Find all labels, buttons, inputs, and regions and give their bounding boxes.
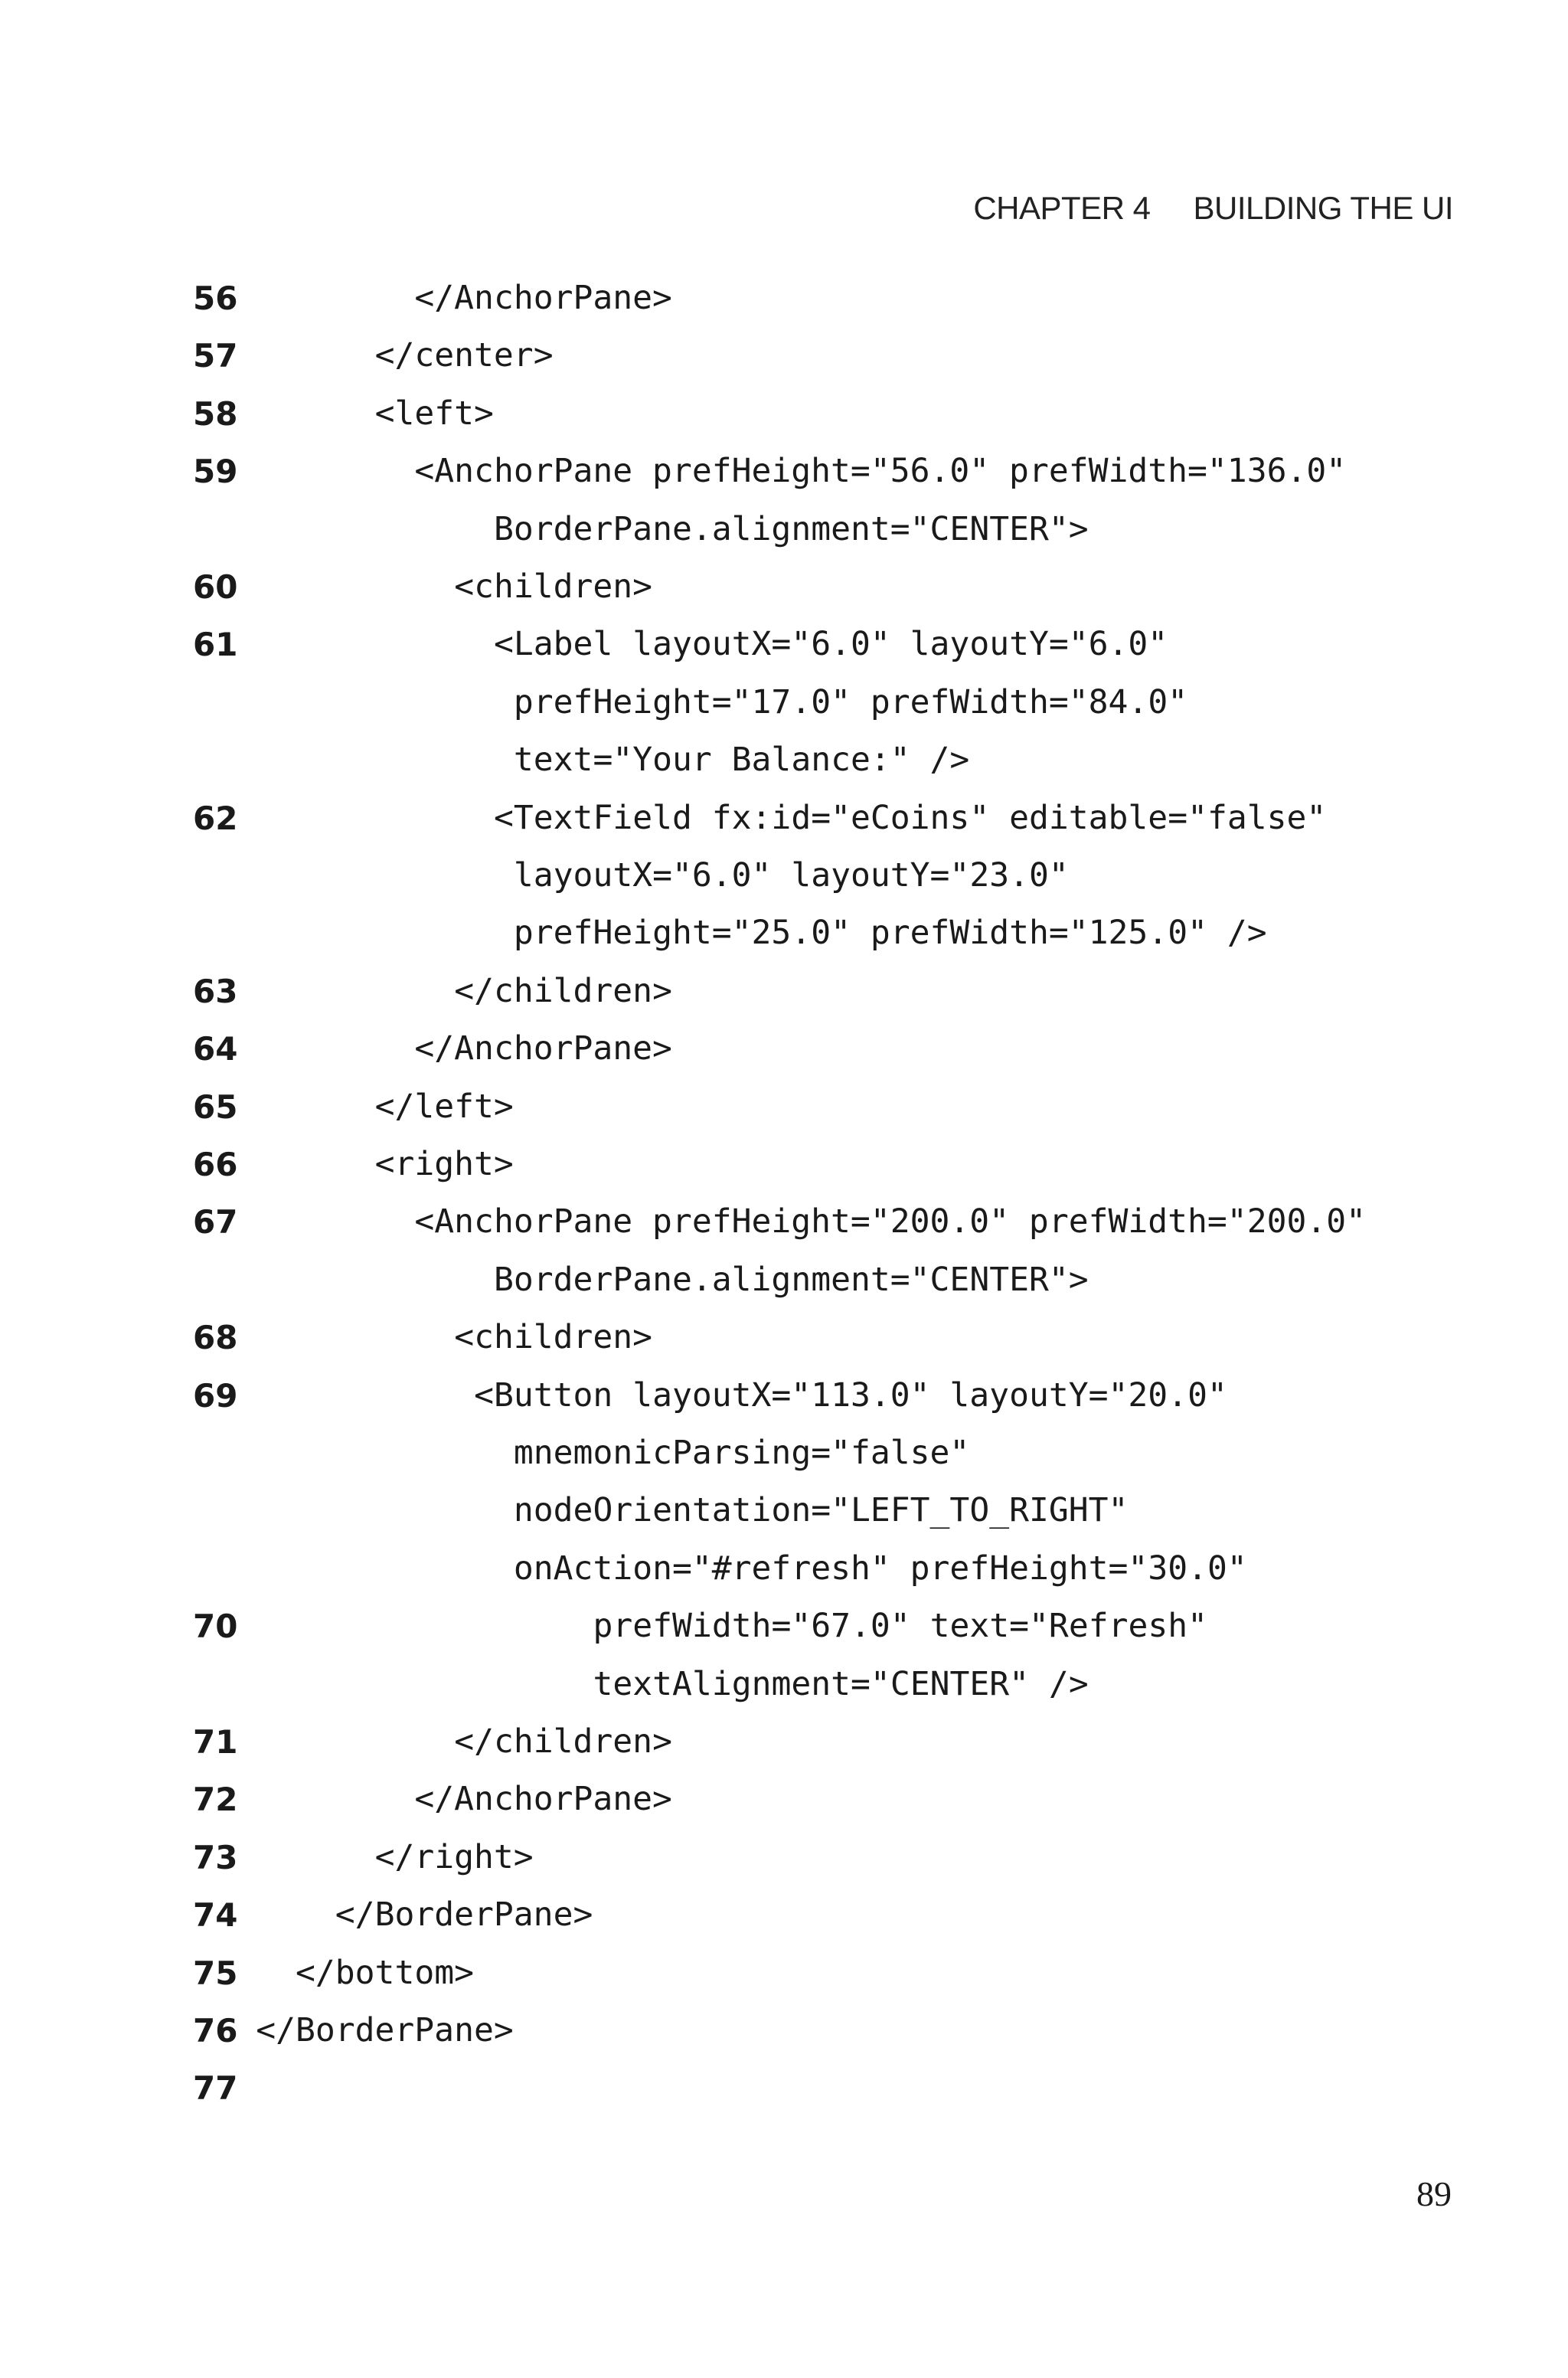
line-number: 58 [193, 394, 238, 433]
code-line [0, 1656, 1568, 1713]
code-line [0, 904, 1568, 962]
code-text: textAlignment="CENTER" /> [593, 1664, 1089, 1703]
code-line [0, 2059, 1568, 2117]
code-line [0, 2002, 1568, 2059]
line-number: 56 [193, 280, 238, 317]
code-text: onAction="#refresh" prefHeight="30.0" [513, 1549, 1247, 1588]
code-text: </BorderPane> [256, 2011, 514, 2049]
code-line [0, 270, 1568, 327]
line-number: 61 [193, 626, 238, 664]
line-number: 63 [193, 972, 238, 1010]
line-number: 67 [193, 1203, 238, 1241]
line-number: 68 [193, 1319, 238, 1357]
code-line [0, 385, 1568, 443]
line-number: 75 [193, 1954, 238, 1992]
code-line [0, 731, 1568, 789]
code-text: BorderPane.alignment="CENTER"> [494, 509, 1089, 548]
code-line [0, 1771, 1568, 1828]
code-listing [0, 270, 1568, 2146]
code-line [0, 1309, 1568, 1366]
page-number: 89 [1416, 2174, 1452, 2213]
line-number: 72 [193, 1781, 238, 1819]
code-text: prefHeight="25.0" prefWidth="125.0" /> [513, 914, 1267, 953]
code-line [0, 1193, 1568, 1251]
code-line [0, 1598, 1568, 1655]
code-line [0, 1020, 1568, 1078]
code-line [0, 1425, 1568, 1482]
code-text: </AnchorPane> [414, 1029, 672, 1068]
line-number: 62 [193, 799, 238, 837]
code-text: <children> [454, 568, 653, 606]
code-line [0, 1886, 1568, 1944]
code-line [0, 327, 1568, 384]
line-number: 73 [193, 1838, 238, 1876]
code-text: </AnchorPane> [414, 279, 672, 317]
code-line [0, 1251, 1568, 1309]
code-text: </center> [374, 336, 554, 375]
code-line [0, 1540, 1568, 1598]
line-number: 65 [193, 1088, 238, 1126]
code-line [0, 501, 1568, 558]
code-text: </children> [454, 971, 672, 1010]
code-text: <AnchorPane prefHeight="56.0" prefWidth="136.0" [414, 452, 1347, 491]
code-line [0, 558, 1568, 616]
code-line [0, 674, 1568, 731]
code-text: </left> [374, 1087, 514, 1126]
code-line [0, 1713, 1568, 1771]
line-number: 70 [193, 1608, 238, 1646]
code-line [0, 1367, 1568, 1425]
code-text: </BorderPane> [335, 1896, 593, 1935]
code-line [0, 616, 1568, 673]
code-line [0, 1829, 1568, 1886]
code-line [0, 963, 1568, 1020]
line-number: 69 [193, 1376, 238, 1415]
chapter-label: CHAPTER 4 [973, 190, 1151, 226]
code-text: <AnchorPane prefHeight="200.0" prefWidth="200.0" [414, 1202, 1367, 1241]
code-text: </bottom> [296, 1953, 474, 1992]
code-line [0, 1945, 1568, 2002]
code-line [0, 443, 1568, 500]
code-text: layoutX="6.0" layoutY="23.0" [513, 856, 1069, 895]
running-head [973, 190, 1453, 227]
code-text: prefWidth="67.0" text="Refresh" [593, 1607, 1208, 1646]
code-line [0, 1482, 1568, 1539]
line-number: 57 [193, 337, 238, 375]
code-text: text="Your Balance:" /> [513, 741, 970, 780]
code-text: <right> [374, 1145, 514, 1183]
code-text: </children> [454, 1722, 672, 1761]
line-number: 66 [193, 1146, 238, 1183]
code-text: mnemonicParsing="false" [513, 1434, 970, 1472]
line-number: 64 [193, 1030, 238, 1068]
code-line [0, 1136, 1568, 1193]
code-text: <Button layoutX="113.0" layoutY="20.0" [474, 1375, 1227, 1415]
line-number: 71 [193, 1723, 238, 1761]
line-number: 60 [193, 568, 238, 606]
code-line [0, 1078, 1568, 1136]
code-text: </right> [374, 1837, 534, 1876]
code-text: </AnchorPane> [414, 1780, 672, 1819]
code-line [0, 790, 1568, 847]
line-number: 76 [193, 2012, 238, 2049]
chapter-title: BUILDING THE UI [1193, 190, 1453, 226]
code-text: <left> [374, 394, 494, 433]
line-number: 74 [193, 1896, 238, 1935]
code-text: nodeOrientation="LEFT_TO_RIGHT" [513, 1491, 1129, 1530]
code-text: <Label layoutX="6.0" layoutY="6.0" [494, 625, 1168, 664]
code-line [0, 847, 1568, 904]
code-text: <children> [454, 1318, 653, 1357]
line-number: 77 [193, 2069, 238, 2108]
code-text: prefHeight="17.0" prefWidth="84.0" [513, 682, 1188, 721]
code-text: BorderPane.alignment="CENTER"> [494, 1260, 1089, 1299]
code-text: <TextField fx:id="eCoins" editable="false" [494, 798, 1327, 837]
line-number: 59 [193, 453, 238, 491]
